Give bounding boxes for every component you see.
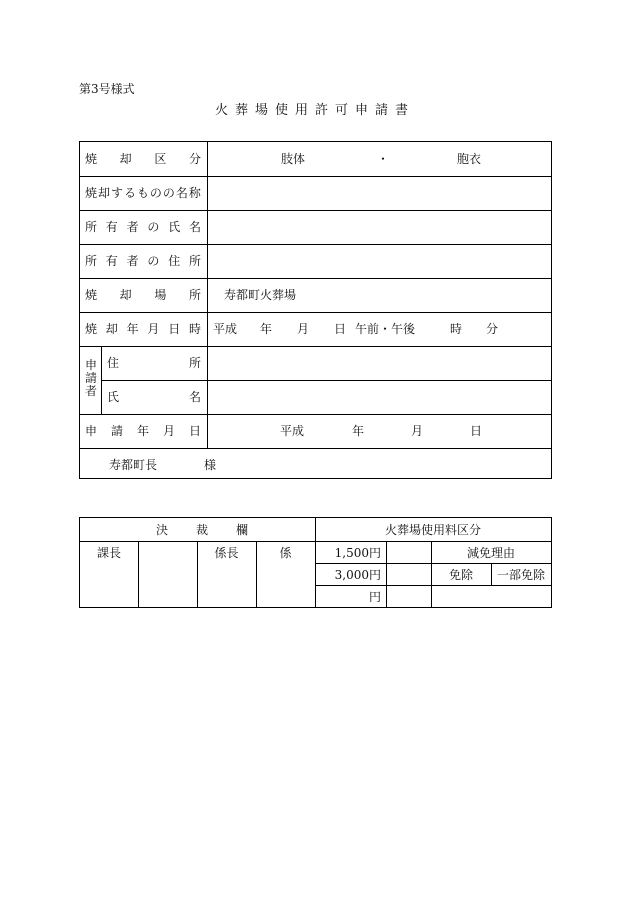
category-separator: ・ xyxy=(377,152,390,166)
item-name-label xyxy=(85,187,201,199)
label-char: 所 xyxy=(85,220,98,234)
label-char: の xyxy=(147,220,160,234)
applicant-name-label xyxy=(107,391,201,403)
label-char: の xyxy=(149,186,162,200)
label-char: 者 xyxy=(126,220,139,234)
role-section-chief: 課長 xyxy=(96,546,121,560)
label-char: 区 xyxy=(154,152,167,166)
label-char: 名 xyxy=(175,186,188,200)
label-char: の xyxy=(147,254,160,268)
label-char: 焼 xyxy=(85,152,98,166)
datetime-month: 月 xyxy=(297,322,310,336)
application-date-month: 月 xyxy=(411,424,424,438)
application-date-day: 日 xyxy=(470,424,483,438)
decision-table xyxy=(79,517,552,608)
exemption-label: 免除 xyxy=(448,568,473,582)
label-char: 分 xyxy=(188,152,201,166)
burn-category-label xyxy=(85,153,201,165)
application-date-label xyxy=(85,425,201,437)
label-char: 月 xyxy=(147,322,160,336)
applicant-label: 申請者 xyxy=(84,358,97,398)
label-char: 有 xyxy=(105,220,118,234)
label-char: 申 xyxy=(85,424,98,438)
label-char: 所 xyxy=(188,254,201,268)
application-table xyxy=(79,141,552,479)
label-char: 欄 xyxy=(235,523,248,537)
application-date-year: 年 xyxy=(352,424,365,438)
datetime-ampm: 午前・午後 xyxy=(355,322,416,336)
label-char: 月 xyxy=(162,424,175,438)
datetime-minute: 分 xyxy=(486,322,499,336)
label-char: 裁 xyxy=(195,523,208,537)
label-char: 焼 xyxy=(85,288,98,302)
fee-header: 火葬場使用料区分 xyxy=(384,523,481,537)
label-char: す xyxy=(110,186,123,200)
label-char: 決 xyxy=(156,523,169,537)
label-char: 却 xyxy=(119,288,132,302)
burn-place-value: 寿都町火葬場 xyxy=(224,288,297,302)
owner-address-label xyxy=(85,255,201,267)
datetime-era: 平成 xyxy=(213,322,238,336)
addressee-name: 寿都町長 xyxy=(109,458,158,472)
label-char: 所 xyxy=(188,356,201,370)
decision-header xyxy=(156,524,248,536)
label-char: 年 xyxy=(126,322,139,336)
burn-datetime-label xyxy=(85,323,201,335)
category-option-limbs: 肢体 xyxy=(281,152,306,166)
datetime-hour: 時 xyxy=(450,322,463,336)
applicant-address-label xyxy=(107,357,201,369)
datetime-day: 日 xyxy=(334,322,347,336)
label-char: 場 xyxy=(154,288,167,302)
label-char: の xyxy=(162,186,175,200)
application-date-era: 平成 xyxy=(280,424,305,438)
label-char: 焼 xyxy=(85,322,98,336)
fee-amount-3: 円 xyxy=(368,590,381,604)
fee-amount-2: 3,000円 xyxy=(334,568,381,582)
label-char: 却 xyxy=(105,322,118,336)
burn-place-label xyxy=(85,289,201,301)
form-title: 火葬場使用許可申請書 xyxy=(214,103,415,118)
label-char: 焼 xyxy=(85,186,98,200)
label-char: 却 xyxy=(97,186,110,200)
owner-name-label xyxy=(85,221,201,233)
partial-exemption-label: 一部免除 xyxy=(496,568,545,582)
form-number: 第3号様式 xyxy=(79,82,135,96)
label-char: 日 xyxy=(188,424,201,438)
addressee-honorific: 様 xyxy=(204,458,217,472)
label-char: 名 xyxy=(188,390,201,404)
label-char: 者 xyxy=(126,254,139,268)
role-subsection-chief: 係長 xyxy=(214,546,239,560)
label-char: 日 xyxy=(168,322,181,336)
label-char: 氏 xyxy=(168,220,181,234)
category-option-placenta: 胞衣 xyxy=(457,152,482,166)
label-char: 有 xyxy=(105,254,118,268)
fee-amount-1: 1,500円 xyxy=(334,546,381,560)
label-char: 年 xyxy=(136,424,149,438)
reduction-reason-header: 減免理由 xyxy=(466,546,515,560)
label-char: る xyxy=(123,186,136,200)
label-char: 名 xyxy=(188,220,201,234)
label-char: も xyxy=(136,186,149,200)
role-staff: 係 xyxy=(279,546,292,560)
label-char: 時 xyxy=(188,322,201,336)
datetime-year: 年 xyxy=(260,322,273,336)
label-char: 称 xyxy=(188,186,201,200)
label-char: 氏 xyxy=(107,390,120,404)
label-char: 所 xyxy=(85,254,98,268)
label-char: 住 xyxy=(107,356,120,370)
label-char: 却 xyxy=(119,152,132,166)
label-char: 住 xyxy=(168,254,181,268)
label-char: 請 xyxy=(110,424,123,438)
label-char: 所 xyxy=(188,288,201,302)
